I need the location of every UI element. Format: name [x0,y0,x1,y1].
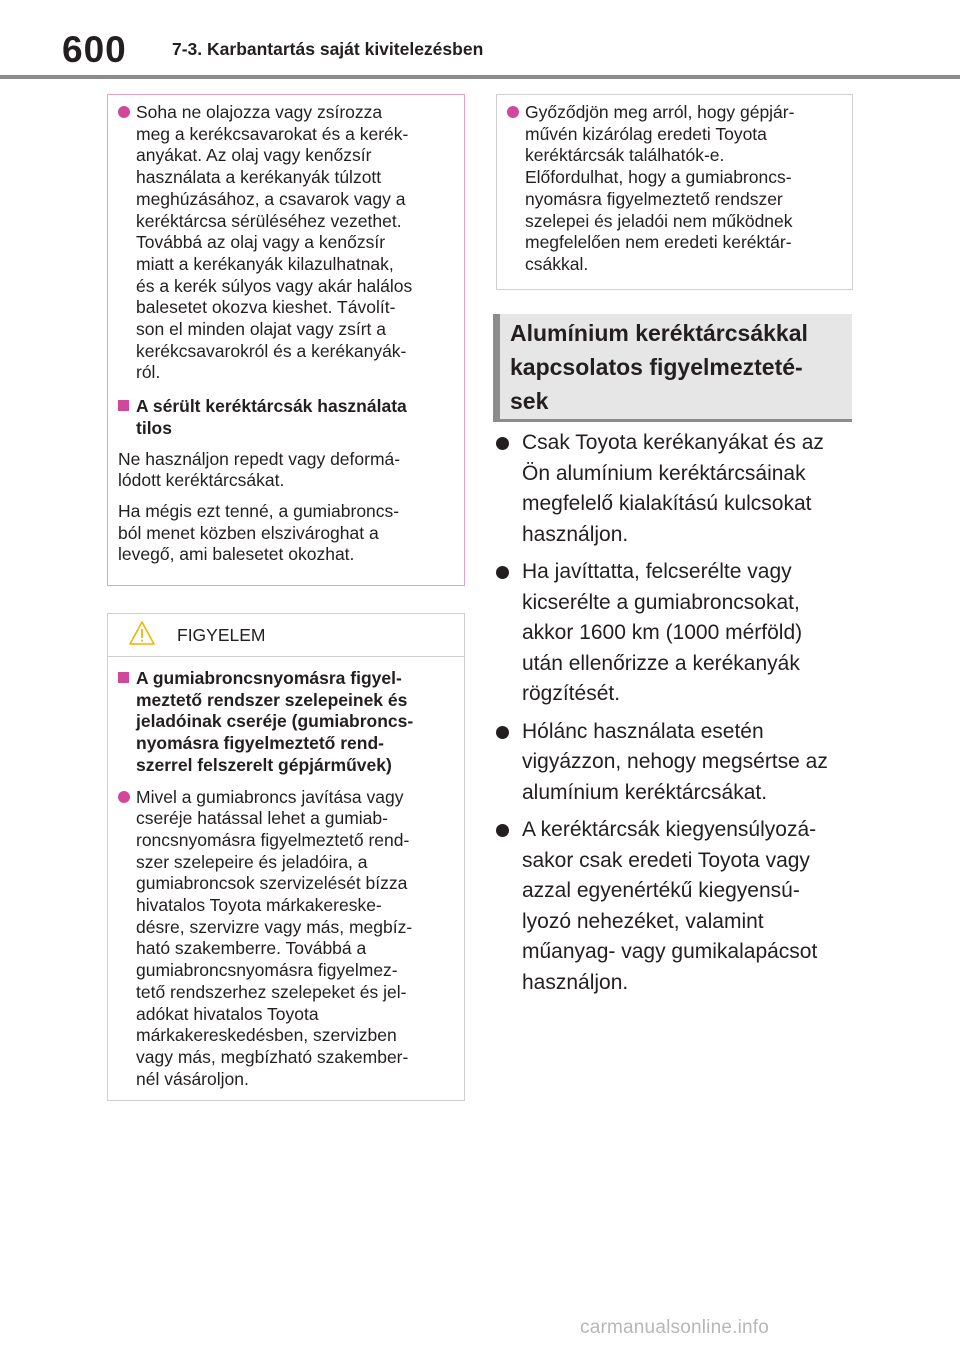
original-wheels-bullet [507,102,842,276]
text-line: roncsnyomásra figyelmeztető rend- [136,829,410,850]
warning-bullet-text [136,787,412,1091]
text-line: gumiabroncsnyomásra figyelmez- [136,960,398,981]
text-line: használata a kerékanyák túlzott [136,167,382,188]
bullet-icon [496,437,509,450]
caution-bullet-oil [118,102,454,384]
text-line: sakor csak eredeti Toyota vagy [522,848,810,872]
list-item [496,815,856,998]
text-line: csákkal. [525,253,589,274]
square-bullet-icon [118,672,129,683]
original-wheels-box [496,94,853,290]
text-line: Továbbá az olaj vagy a kenőzsír [136,232,386,253]
text-line: ható szakemberre. Továbbá a [136,938,367,959]
text-line: gumiabroncsok szervizelését bízza [136,873,408,894]
bullet-icon [496,726,509,739]
text-line: műanyag- vagy gumikalapácsot [522,940,818,963]
text-line: tető rendszerhez szelepeket és jel- [136,981,407,1002]
text-line: nél vásároljon. [136,1068,249,1089]
text-line: Alumínium keréktárcsákkal [510,320,808,346]
page-number: 600 [62,29,127,70]
warning-box [107,613,465,1101]
text-line: Előfordulhat, hogy a gumiabroncs- [525,167,792,188]
warning-subheading-text [136,668,413,777]
warning-bullet [118,787,454,1091]
text-line: Soha ne olajozza vagy zsírozza [136,102,383,122]
text-line: anyákat. Az olaj vagy kenőzsír [136,145,372,166]
text-line: jeladóinak cseréje (gumiabroncs- [136,711,414,732]
header-rule [0,75,960,79]
text-line: miatt a kerékanyák kilazulhatnak, [136,253,394,274]
text-line: Mivel a gumiabroncs javítása vagy [136,786,404,807]
text-line: szer szelepeire és jeladóira, a [136,851,368,872]
text-line: akkor 1600 km (1000 mérföld) [522,621,803,644]
bullet-icon [496,566,509,579]
list-item-text [522,428,824,550]
footer-watermark: carmanualsonline.info [580,1317,770,1338]
warning-header [108,614,464,657]
text-line: adókat hivatalos Toyota [136,1003,319,1024]
text-line: kerékcsavarokról és a kerékanyák- [136,340,407,361]
bullet-icon [507,106,519,118]
text-line: márkakereskedésben, szervizben [136,1025,397,1046]
text-line: levegő, ami balesetet okozhat. [118,544,355,565]
list-item-text [522,815,817,998]
text-line: hivatalos Toyota márkakereske- [136,895,382,916]
text-line: Győződjön meg arról, hogy gépjár- [525,102,795,122]
page-header [0,0,960,80]
list-item-text [522,557,802,710]
text-line: A sérült keréktárcsák használata [136,396,407,417]
text-line: A gumiabroncsnyomásra figyel- [136,668,402,688]
original-wheels-text [525,102,794,276]
text-line: ból menet közben elszivároghat a [118,522,379,543]
bullet-icon [496,824,509,837]
warning-body [108,657,464,1090]
caution-para-1 [118,449,454,492]
square-bullet-icon [118,400,129,411]
text-line: szelepei és jeladói nem működnek [525,210,793,231]
text-line: Ne használjon repedt vagy deformá- [118,448,401,469]
text-line: son el minden olajat vagy zsírt a [136,319,386,340]
text-line: keréktárcsa sérüléséhez vezethet. [136,210,402,231]
section-title: 7-3. Karbantartás saját kivitelezésben [172,39,484,59]
warning-subheading [118,668,454,777]
text-line: cseréje hatással lehet a gumiab- [136,808,388,829]
text-line: használjon. [522,522,629,546]
aluminium-list [496,428,856,1005]
text-line: Hólánc használata esetén [522,719,764,743]
text-line: lyozó nehezéket, valamint [522,909,764,933]
text-line: vigyázzon, nehogy megsértse az [522,750,828,773]
text-line: azzal egyenértékű kiegyensú- [522,879,800,902]
text-line: művén kizárólag eredeti Toyota [525,123,767,144]
warning-triangle-icon [128,620,156,646]
text-line: Ha javíttatta, felcserélte vagy [522,560,792,583]
bullet-icon [118,106,130,118]
bullet-icon [118,791,130,803]
text-line: A keréktárcsák kiegyensúlyozá- [522,818,817,841]
text-line: és a kerék súlyos vagy akár halálos [136,275,413,296]
text-line: keréktárcsák találhatók-e. [525,145,725,166]
list-item-text [522,717,828,809]
text-line: nyomásra figyelmeztető rend- [136,733,384,754]
text-line: Ön alumínium keréktárcsáinak [522,461,806,485]
aluminium-heading [510,316,808,418]
caution-subheading [118,396,454,439]
text-line: meghúzásához, a csavarok vagy a [136,188,406,209]
text-line: rögzítését. [522,682,621,705]
heading-bar [493,314,500,419]
warning-label: FIGYELEM [177,625,266,645]
text-line: használjon. [522,970,629,994]
text-line: szerrel felszerelt gépjárművek) [136,754,392,775]
text-line: megfelelően nem eredeti keréktár- [525,232,792,253]
text-line: Ha mégis ezt tenné, a gumiabroncs- [118,500,400,521]
list-item [496,717,856,809]
text-line: után ellenőrizze a kerékanyák [522,651,800,675]
text-line: meg a kerékcsavarokat és a kerék- [136,123,409,144]
text-line: tilos [136,417,172,438]
text-line: meztető rendszer szelepeinek és [136,689,408,710]
text-line: alumínium keréktárcsákat. [522,780,768,804]
text-line: kapcsolatos figyelmezteté- [510,354,803,380]
caution-bullet-oil-text [136,102,412,384]
text-line: vagy más, megbízható szakember- [136,1046,409,1067]
aluminium-heading-box [493,314,852,422]
text-line: Csak Toyota kerékanyákat és az [522,431,824,454]
text-line: lódott keréktárcsákat. [118,470,285,491]
list-item [496,557,856,710]
text-line: sek [510,388,549,414]
text-line: kicserélte a gumiabroncsokat, [522,590,800,614]
text-line: ról. [136,362,161,383]
caution-para-2 [118,501,454,566]
text-line: balesetet okozva kieshet. Távolít- [136,297,396,318]
caution-subheading-text [136,396,407,439]
list-item [496,428,856,550]
text-line: megfelelő kialakítású kulcsokat [522,492,812,515]
caution-box [107,94,465,586]
text-line: nyomásra figyelmeztető rendszer [525,188,783,209]
text-line: désre, szervizre vagy más, megbíz- [136,916,413,937]
